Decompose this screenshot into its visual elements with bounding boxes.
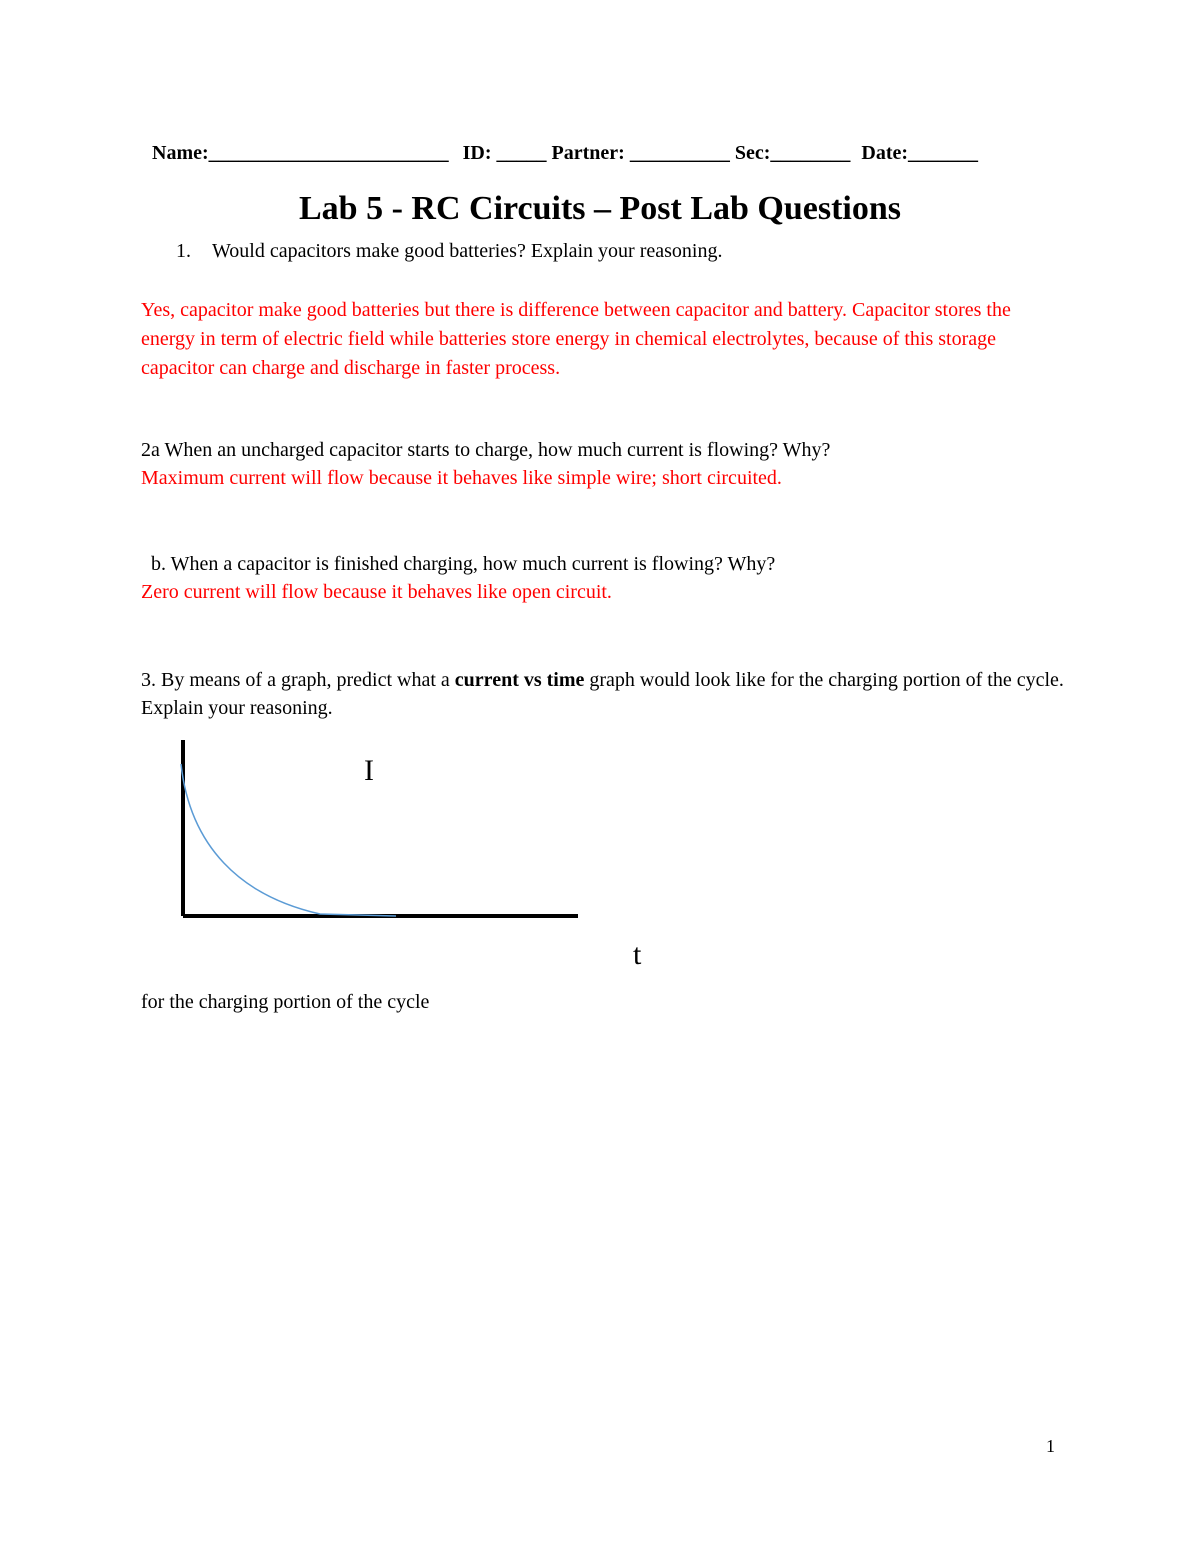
question-1-number: 1. bbox=[176, 240, 191, 262]
x-axis-label: t bbox=[633, 938, 642, 971]
page-title: Lab 5 - RC Circuits – Post Lab Questions bbox=[299, 190, 901, 227]
page-number: 1 bbox=[1046, 1436, 1055, 1456]
answer-1: Yes, capacitor make good batteries but there is difference between capacitor and battery. Capacitor stores the energy in term of electric field while batteries store energy in chemical electrolytes, because of this storage capacitor can charge and discharge in faster process. bbox=[141, 299, 1011, 379]
sec-field[interactable]: Sec:________ bbox=[734, 142, 851, 164]
answer-2b: Zero current will flow because it behaves like open circuit. bbox=[141, 581, 612, 603]
date-field[interactable]: Date:_______ bbox=[861, 142, 979, 164]
question-1-text: Would capacitors make good batteries? Explain your reasoning. bbox=[212, 240, 723, 262]
question-1 bbox=[176, 240, 722, 263]
current-vs-time-graph bbox=[170, 736, 590, 926]
partner-field[interactable]: Partner: __________ bbox=[551, 142, 730, 164]
name-field[interactable]: Name:________________________ bbox=[152, 142, 449, 164]
question-3 bbox=[141, 666, 1071, 722]
question-3-prefix: 3. By means of a graph, predict what a bbox=[141, 669, 455, 691]
question-3-suffix: graph would look like for the charging portion of the cycle. Explain your reasoning. bbox=[141, 669, 1064, 719]
header-fields bbox=[152, 142, 978, 165]
answer-2a: Maximum current will flow because it behaves like simple wire; short circuited. bbox=[141, 467, 782, 489]
question-3-emphasis: current vs time bbox=[454, 669, 585, 691]
question-2a: 2a When an uncharged capacitor starts to charge, how much current is flowing? Why? bbox=[141, 439, 831, 461]
graph-caption: for the charging portion of the cycle bbox=[141, 991, 430, 1013]
y-axis-label: I bbox=[364, 754, 374, 787]
question-2b: b. When a capacitor is finished charging, how much current is flowing? Why? bbox=[141, 553, 776, 575]
id-field[interactable]: ID: _____ bbox=[462, 142, 547, 164]
